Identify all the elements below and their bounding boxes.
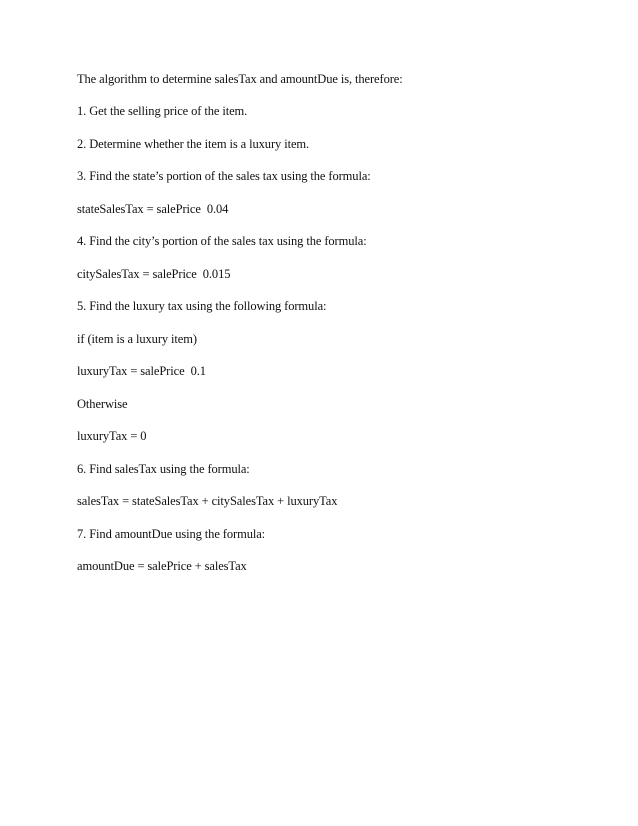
- step-3-text: 3. Find the state’s portion of the sales tax using the formula:: [77, 169, 371, 183]
- state-sales-tax-formula: stateSalesTax = salePrice 0.04: [77, 202, 229, 216]
- step-4-text: 4. Find the city’s portion of the sales tax using the formula:: [77, 234, 367, 248]
- step-2-text: 2. Determine whether the item is a luxury item.: [77, 137, 310, 151]
- luxury-condition-text: if (item is a luxury item): [77, 332, 197, 346]
- luxury-tax-formula: luxuryTax = salePrice 0.1: [77, 364, 206, 378]
- step-7-text: 7. Find amountDue using the formula:: [77, 527, 266, 541]
- luxury-tax-zero-formula: luxuryTax = 0: [77, 429, 147, 443]
- otherwise-text: Otherwise: [77, 397, 128, 411]
- city-sales-tax-formula: citySalesTax = salePrice 0.015: [77, 267, 231, 281]
- step-5-text: 5. Find the luxury tax using the following formula:: [77, 299, 327, 313]
- amount-due-formula: amountDue = salePrice + salesTax: [77, 559, 247, 573]
- step-6-text: 6. Find salesTax using the formula:: [77, 462, 250, 476]
- step-1-text: 1. Get the selling price of the item.: [77, 104, 248, 118]
- sales-tax-formula: salesTax = stateSalesTax + citySalesTax + luxuryTax: [77, 494, 338, 508]
- intro-paragraph: The algorithm to determine salesTax and amountDue is, therefore:: [77, 72, 403, 86]
